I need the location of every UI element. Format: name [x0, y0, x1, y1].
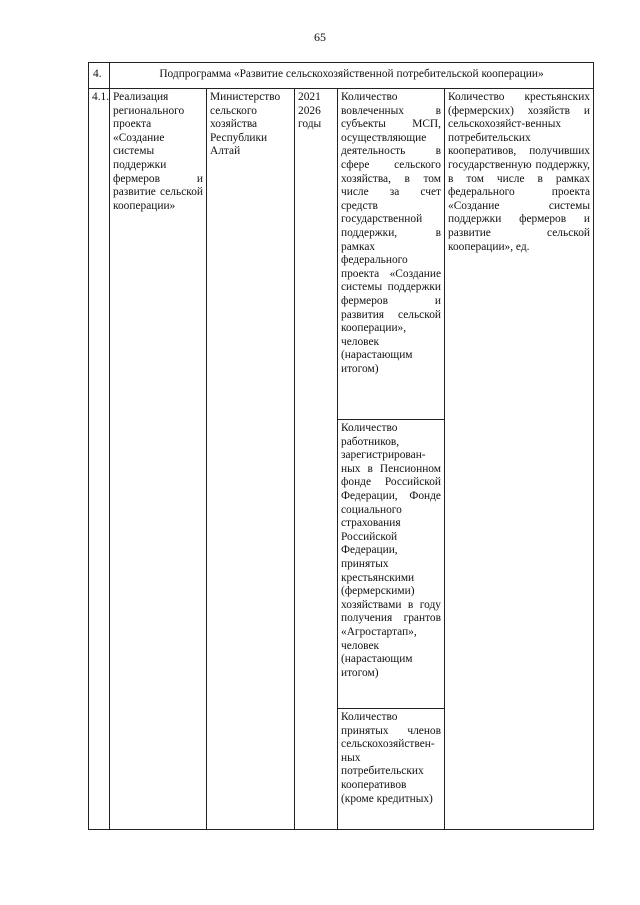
page-number: 65: [314, 30, 326, 44]
event-cell: Реализация регионального проекта «Создание системы поддержки фермеров и развитие сельской кооперации»: [110, 89, 207, 830]
result-cell: Количество крестьянских (фермерских) хозяйств и сельскохозяйст-венных потребительских кооперативов, получивших государственную поддержку, в том числе в рамках федерального проекта «Создание системы поддержки фермеров и развитие сельской кооперации», ед.: [445, 89, 594, 830]
section-title: Подпрограмма «Развитие сельскохозяйственной потребительской кооперации»: [110, 63, 594, 89]
row-number: 4.1.: [89, 89, 110, 830]
executor-cell: Министерство сельского хозяйства Республики Алтай: [207, 89, 295, 830]
section-row: [89, 63, 594, 89]
section-number: 4.: [89, 63, 110, 89]
indicator-cell-3: Количество принятых членов сельскохозяйствен-ных потребительских кооперативов (кроме кредитных): [338, 709, 445, 830]
year-start: 2021: [298, 91, 321, 103]
years-cell: [295, 89, 338, 830]
year-end: 2026 годы: [298, 104, 322, 131]
indicator-cell-1: Количество вовлеченных в субъекты МСП, осуществляющие деятельность в сфере сельского хозяйства, в том числе за счет средств государственной поддержки, в рамках федерального проекта «Создание системы поддержки фермеров и развития сельской кооперации», человек (нарастающим итогом): [338, 89, 445, 420]
table-row: [89, 89, 594, 420]
program-table: [88, 62, 594, 830]
indicator-cell-2: Количество работников, зарегистрирован-ных в Пенсионном фонде Российской Федерации, Фонде социального страхования Российской Федерации, принятых крестьянскими (фермерскими) хозяйствами в году получения грантов «Агростартап», человек (нарастающим итогом): [338, 420, 445, 709]
